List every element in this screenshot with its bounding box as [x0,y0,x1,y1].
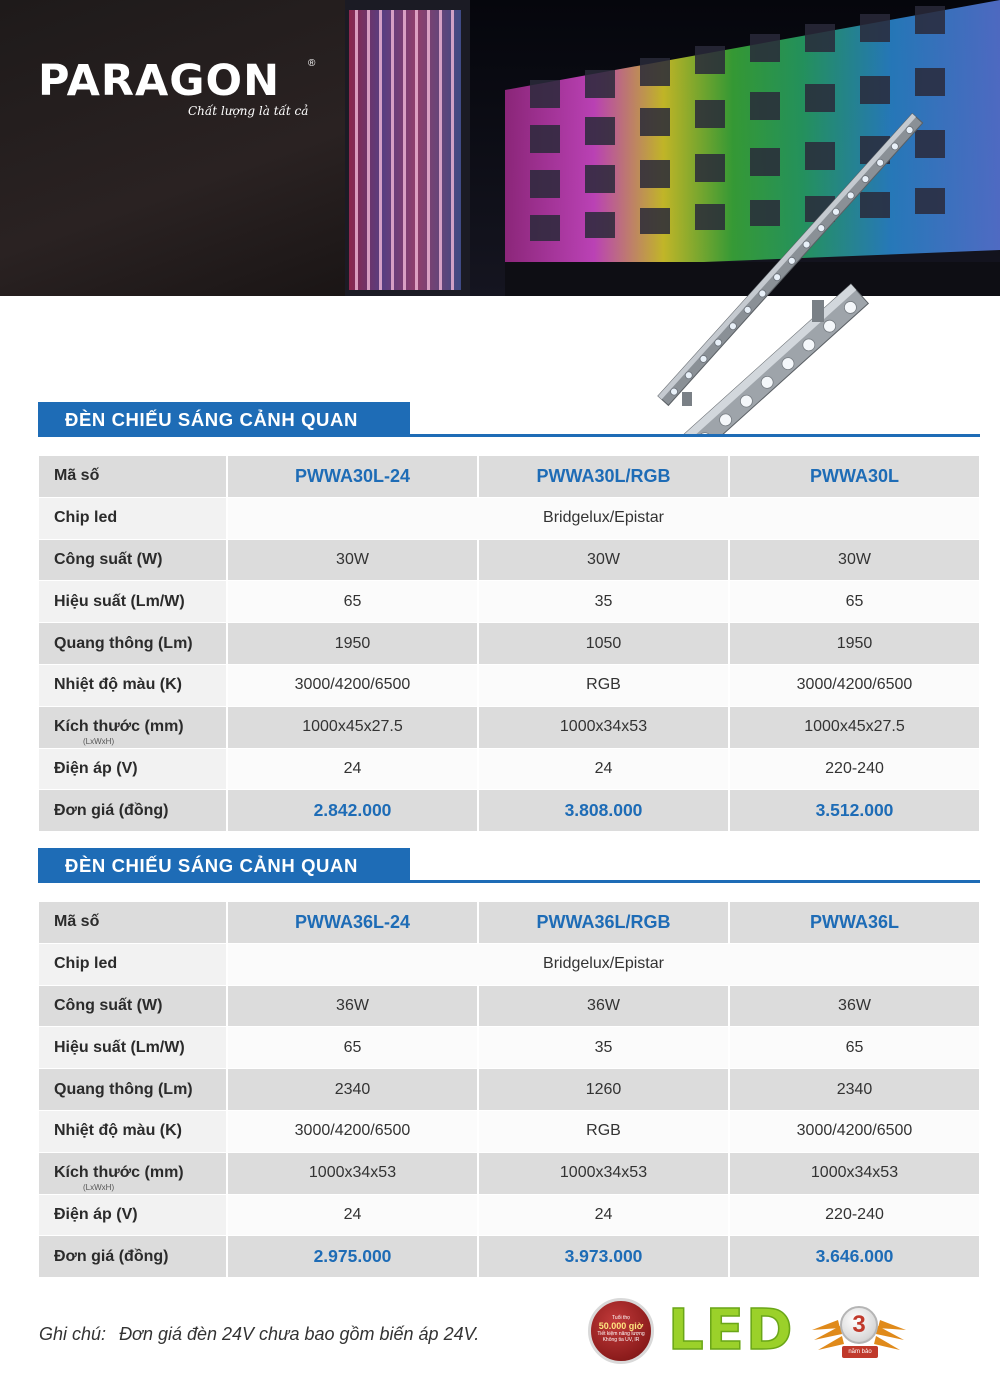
table-cell: 1260 [477,1069,728,1111]
table-cell: 30W [728,540,979,582]
section-header-1 [38,402,980,438]
table-cell: 65 [728,1027,979,1069]
section-title-1: ĐÈN CHIẾU SÁNG CẢNH QUAN [38,402,410,436]
price-value: 3.973.000 [477,1236,728,1278]
brand-name: PARAGON [38,56,281,106]
registered-mark: ® [308,58,316,69]
footer-badges [588,1296,918,1368]
table-row [39,665,979,707]
table-cell: 24 [477,749,728,791]
price-value: 3.808.000 [477,790,728,832]
banner-dark-panel [0,0,345,296]
table-row [39,1153,979,1195]
row-label: Chip led [39,498,226,540]
table-row [39,1027,979,1069]
row-label: Mã số [39,456,226,498]
table-cell: 3000/4200/6500 [226,1111,477,1153]
price-value: 3.512.000 [728,790,979,832]
table-row [39,1236,979,1278]
row-label: Công suất (W) [39,986,226,1028]
table-row [39,944,979,986]
chip-value: Bridgelux/Epistar [226,498,979,540]
paragon-logo [38,58,328,128]
brand-tagline: Chất lượng là tất cả [188,104,309,118]
footer-note [39,1324,479,1345]
table-cell: 220-240 [728,749,979,791]
row-label: Hiệu suất (Lm/W) [39,581,226,623]
row-label-size [39,1153,226,1195]
section-divider-2 [38,880,980,883]
badge-line: Tiết kiệm năng lượng [597,1331,645,1337]
table-row [39,902,979,944]
table-cell: 1050 [477,623,728,665]
table-row [39,540,979,582]
note-text: Đơn giá đèn 24V chưa bao gồm biến áp 24V. [119,1324,480,1344]
product-code: PWWA30L/RGB [477,456,728,498]
table-cell: 1000x45x27.5 [728,707,979,749]
table-cell: 3000/4200/6500 [728,665,979,707]
product-code: PWWA30L-24 [226,456,477,498]
row-label: Đơn giá (đồng) [39,1236,226,1278]
table-cell: 35 [477,1027,728,1069]
spec-table-1 [39,456,979,832]
spec-table-2 [39,902,979,1278]
table-row [39,1195,979,1237]
note-label: Ghi chú: [39,1324,107,1344]
table-cell: 30W [226,540,477,582]
product-code: PWWA36L [728,902,979,944]
table-cell: 1950 [226,623,477,665]
table-row [39,1069,979,1111]
product-code: PWWA36L-24 [226,902,477,944]
product-led-bars-image [640,100,940,435]
row-label: Kích thước (mm) [54,1164,184,1182]
table-cell: 65 [728,581,979,623]
row-sublabel: (LxWxH) [83,736,115,746]
row-label: Quang thông (Lm) [39,1069,226,1111]
table-row [39,707,979,749]
badge-line: Tuổi thọ [612,1315,630,1321]
table-cell: 1000x45x27.5 [226,707,477,749]
table-cell: 1950 [728,623,979,665]
table-cell: 1000x34x53 [477,1153,728,1195]
price-value: 3.646.000 [728,1236,979,1278]
table-cell: RGB [477,1111,728,1153]
table-row [39,1111,979,1153]
table-cell: 65 [226,581,477,623]
table-cell: 1000x34x53 [728,1153,979,1195]
price-value: 2.975.000 [226,1236,477,1278]
table-cell: 2340 [226,1069,477,1111]
table-cell: 1000x34x53 [226,1153,477,1195]
section-title-2: ĐÈN CHIẾU SÁNG CẢNH QUAN [38,848,410,882]
table-row [39,749,979,791]
row-label: Mã số [39,902,226,944]
table-cell: 36W [226,986,477,1028]
table-row [39,456,979,498]
product-code: PWWA30L [728,456,979,498]
row-label-size [39,707,226,749]
badge-line: 50.000 giờ [598,1321,644,1331]
row-label: Chip led [39,944,226,986]
table-cell: 65 [226,1027,477,1069]
lifetime-badge-icon [588,1298,654,1364]
row-label: Quang thông (Lm) [39,623,226,665]
row-label: Công suất (W) [39,540,226,582]
table-row [39,623,979,665]
led-logo-icon: LED [668,1298,795,1363]
table-cell: 36W [728,986,979,1028]
row-label: Nhiệt độ màu (K) [39,665,226,707]
warranty-text: năm bảo hành [842,1346,878,1358]
table-cell: 35 [477,581,728,623]
table-cell: 30W [477,540,728,582]
table-row [39,581,979,623]
table-cell: 36W [477,986,728,1028]
table-row [39,498,979,540]
table-cell: 3000/4200/6500 [226,665,477,707]
warranty-medal-icon [804,1296,914,1368]
table-cell: 24 [226,749,477,791]
row-label: Hiệu suất (Lm/W) [39,1027,226,1069]
table-cell: 2340 [728,1069,979,1111]
row-label: Điện áp (V) [39,749,226,791]
table-row [39,986,979,1028]
section-divider-1 [38,434,980,437]
product-code: PWWA36L/RGB [477,902,728,944]
table-cell: 24 [477,1195,728,1237]
row-label: Kích thước (mm) [54,718,184,736]
section-header-2 [38,848,980,884]
warranty-number: 3 [840,1306,878,1344]
chip-value: Bridgelux/Epistar [226,944,979,986]
table-cell: 220-240 [728,1195,979,1237]
price-value: 2.842.000 [226,790,477,832]
table-row [39,790,979,832]
table-cell: 1000x34x53 [477,707,728,749]
row-label: Đơn giá (đồng) [39,790,226,832]
table-cell: RGB [477,665,728,707]
table-cell: 24 [226,1195,477,1237]
badge-line: Không tia UV, IR [602,1337,640,1343]
table-cell: 3000/4200/6500 [728,1111,979,1153]
row-label: Điện áp (V) [39,1195,226,1237]
row-label: Nhiệt độ màu (K) [39,1111,226,1153]
row-sublabel: (LxWxH) [83,1182,115,1192]
